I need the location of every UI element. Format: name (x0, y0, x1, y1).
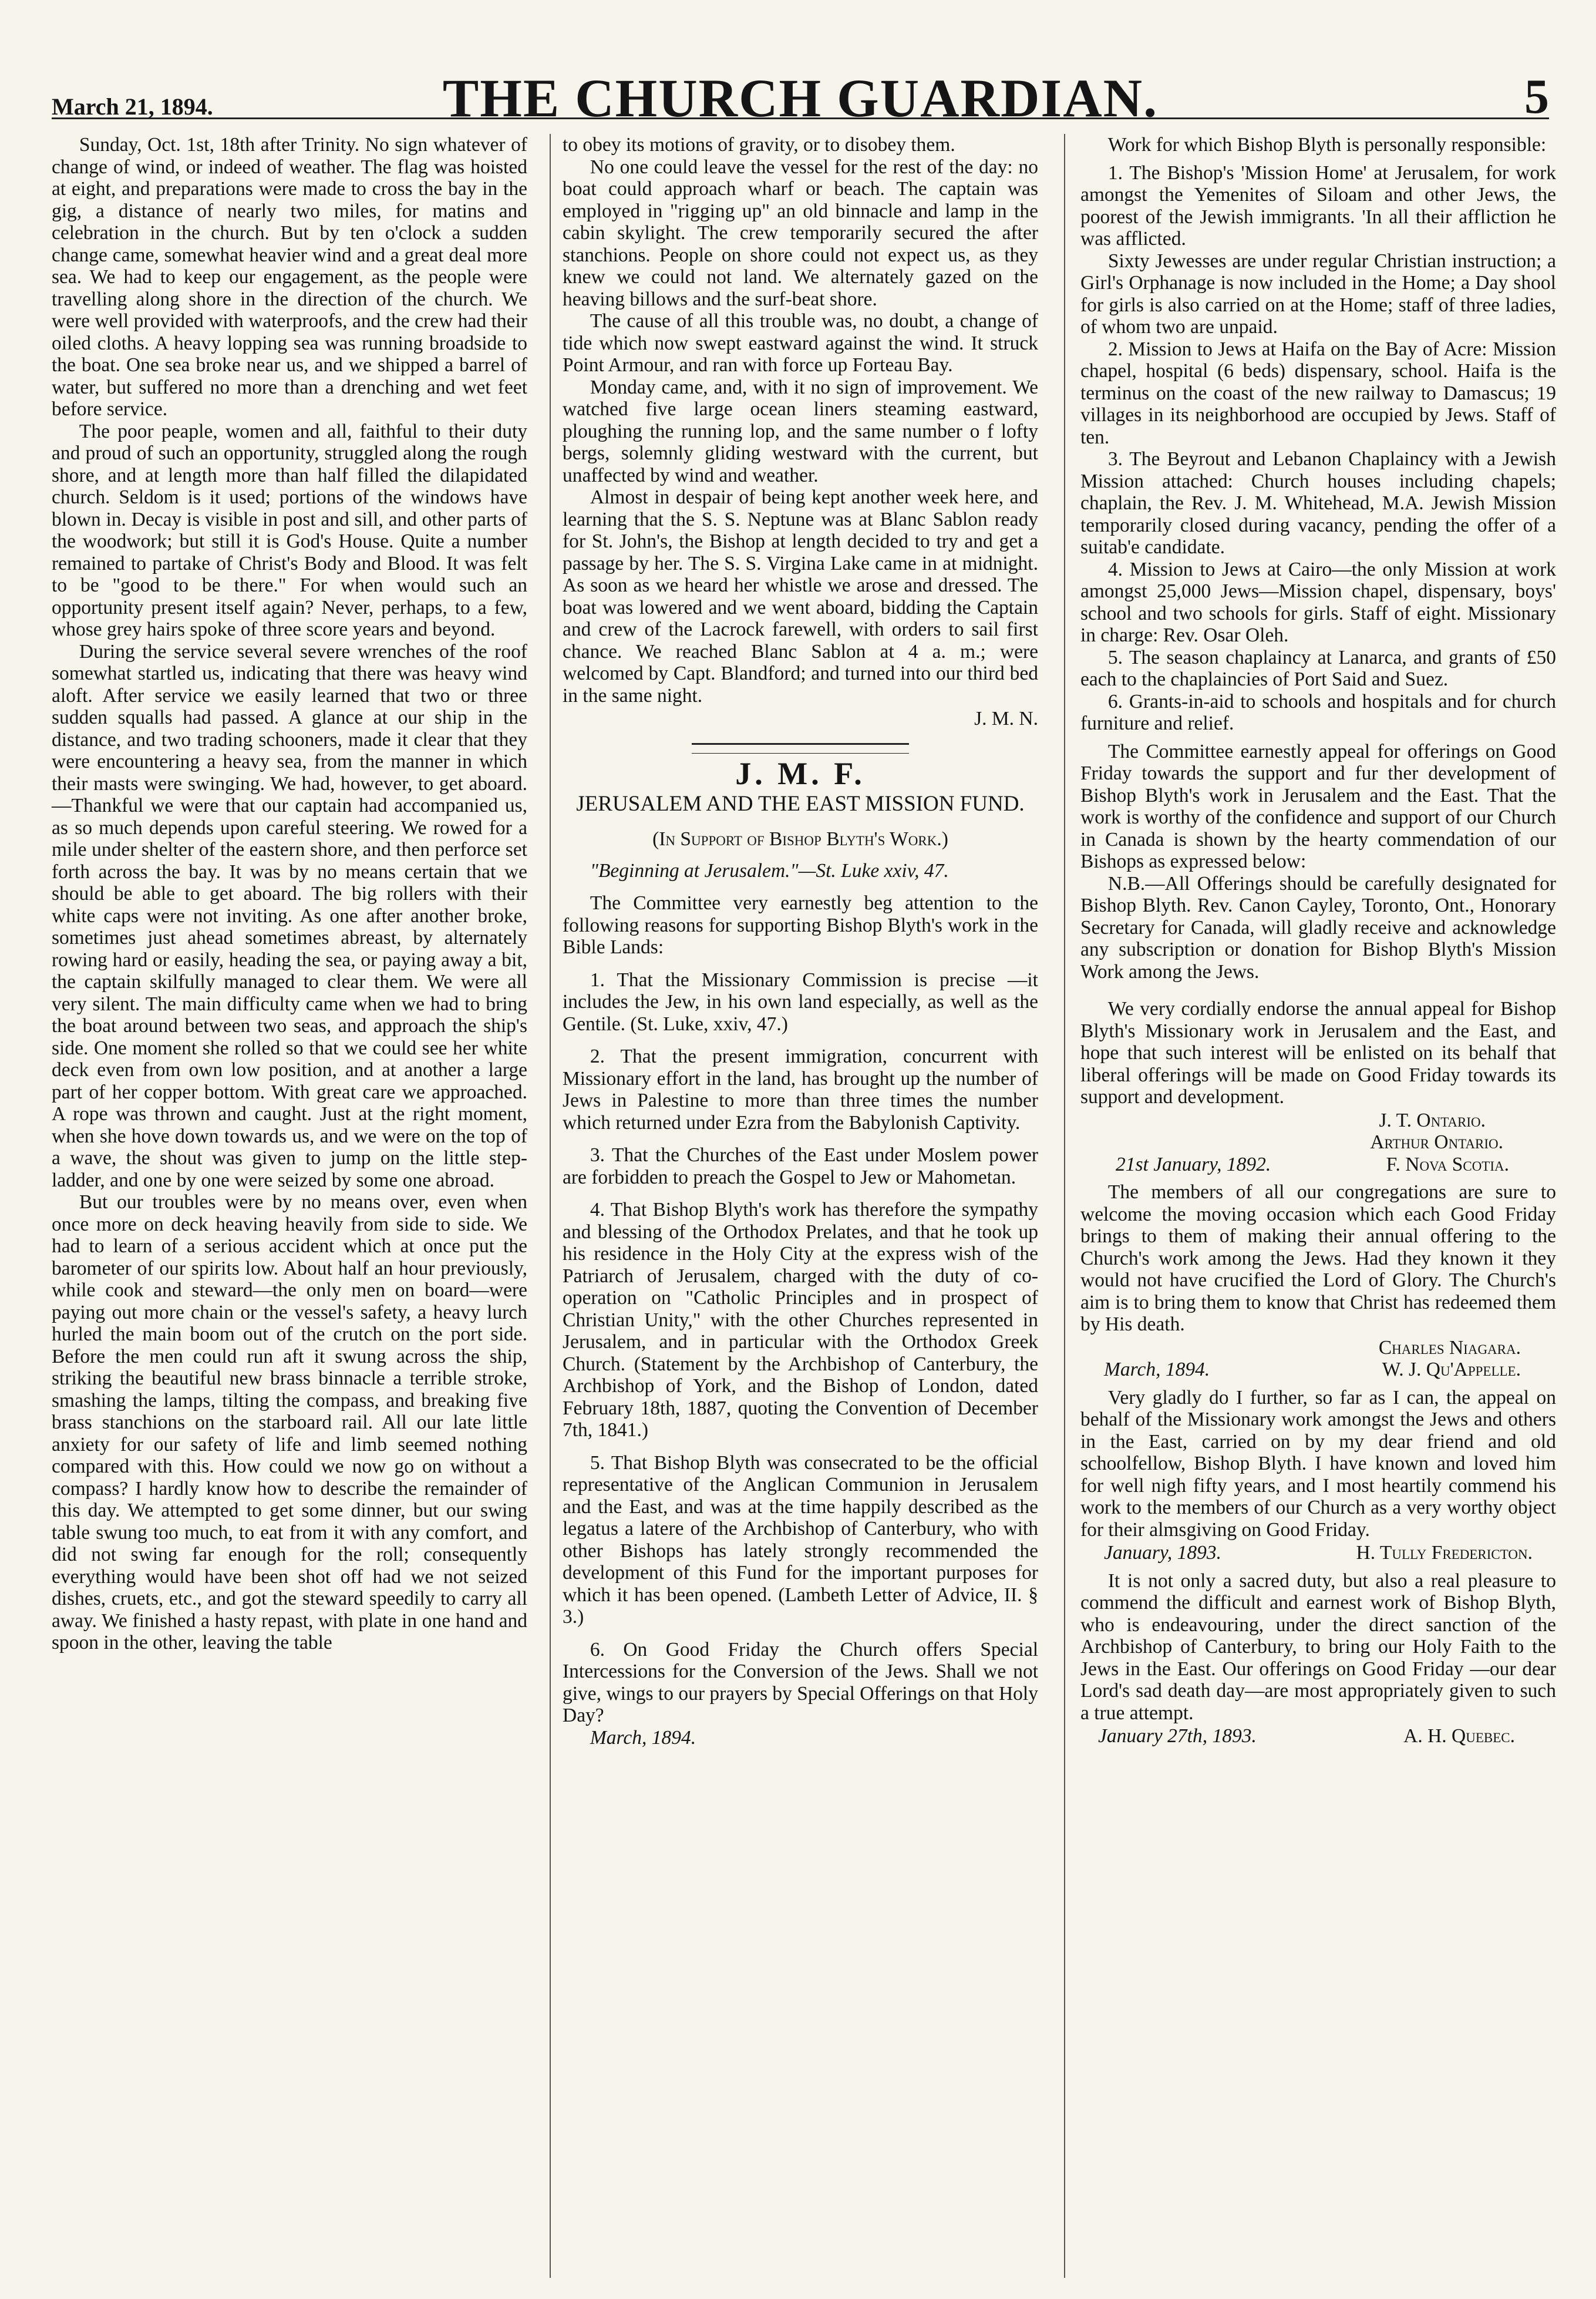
work-item: 3. The Beyrout and Lebanon Chaplaincy with a Jewish Mission attached: Church houses including chapels; chaplain, the Rev. J. M. Whitehead, M.A. Jewish Mission temporarily closed during vacancy, pending the offer of a suitab'e candidate. (1080, 448, 1556, 558)
signature: A. H. Quebec. (1403, 1725, 1515, 1747)
work-item: 2. Mission to Jews at Haifa on the Bay of Acre: Mission chapel, hospital (6 beds) dispensary, school. Haifa is the terminus on the coast of the new railway to Damascus; 19 villages in its neighborhood are occupied by Jews. Staff of ten. (1080, 338, 1556, 448)
paragraph: The Committee earnestly appeal for offerings on Good Friday towards the support and fur ther development of Bishop Blyth's work in Jerusalem and the East. That the work is worthy of the confidence and support of our Church in Canada is shown by the hearty commendation of our Bishops as expressed below: (1080, 740, 1556, 872)
column-divider (550, 134, 551, 2278)
signature-block (1080, 1337, 1556, 1381)
paragraph: But our troubles were by no means over, even when once more on deck heaving heavily from side to side. We had to learn of a serious accident which at once put the barometer of our spirits low. About half an hour previously, while cook and steward—the only men on board—were paying out more chain or the vessel's safety, a heavy lurch hurled the main boom out of the crutch on the port side. Before the men could run aft it swung across the ship, striking the beautiful new brass binnacle a terrible stroke, smashing the lamps, tilting the compass, and breaking five brass stanchions on the starboard rail. All our late little anxiety for our safety of life and limb seemed nothing compared with this. How could we now go on without a compass? I hardly know how to describe the remainder of this day. We attempted to get some dinner, but our swing table swung too much, to eat from it with any comfort, and did not swing far enough for the roll; consequently everything would have been shot off had we not seized dishes, cruets, etc., and got the steward speedily to carry all away. We finished a hasty repast, with plate in one hand and spoon in the other, leaving the table (52, 1191, 527, 1653)
signature: H. Tully Fredericton. (1356, 1542, 1533, 1564)
masthead-title: THE CHURCH GUARDIAN. (442, 68, 1159, 128)
paragraph: Monday came, and, with it no sign of improvement. We watched five large ocean liners steaming eastward, ploughing the running lop, and the same number o f lofty bergs, solemnly gliding westward with the current, but unaffected by wind and weather. (563, 376, 1038, 486)
article-title: JERUSALEM AND THE EAST MISSION FUND. (576, 792, 1025, 816)
paragraph: Almost in despair of being kept another week here, and learning that the S. S. Neptune was at Blanc Sablon ready for St. John's, the Bishop at length decided to try and get a passage by her. The S. S. Virgina Lake came in at midnight. As soon as we heard her whistle we arose and dressed. The boat was lowered and we went aboard, bidding the Captain and crew of the Lacrock farewell, with orders to sail first chance. We reached Blanc Sablon at 4 a. m.; were welcomed by Capt. Blandford; and turned into our third bed in the same night. (563, 486, 1038, 707)
column-divider (1064, 134, 1065, 2278)
signature: J. T. Ontario. (1379, 1109, 1486, 1131)
reason-item: 5. That Bishop Blyth was consecrated to be the official representative of the Anglican Communion in Jerusalem and the East, and was at the time happily described as the legatus a latere of the Archbishop of Canterbury, who with other Bishops has lately strongly recommended the development of this Fund for the important purposes for which it has been opened. (Lambeth Letter of Advice, II. § 3.) (563, 1451, 1038, 1628)
reason-item: 1. That the Missionary Commission is precise —it includes the Jew, in his own land especially, as well as the Gentile. (St. Luke, xxiv, 47.) (563, 969, 1038, 1035)
reason-item: 2. That the present immigration, concurrent with Missionary effort in the land, has brought up the number of Jews in Palestine to more than three times the number which returned under Ezra from the Babylonish Captivity. (563, 1046, 1038, 1134)
signature-block (1080, 1725, 1556, 1747)
author-initials: J. M. N. (974, 708, 1038, 730)
header-rule (52, 117, 1549, 119)
nota-bene: N.B.—All Offerings should be carefully designated for Bishop Blyth. Rev. Canon Cayley, Toronto, Ont., Honorary Secretary for Canada, will gladly receive and acknowledge any subscription or donation for Bishop Blyth's Mission Work among the Jews. (1080, 872, 1556, 983)
paragraph: Sunday, Oct. 1st, 18th after Trinity. No sign whatever of change of wind, or indeed of weather. The flag was hoisted at eight, and preparations were made to cross the bay in the gig, a distance of nearly two miles, for matins and celebration in the church. But by ten o'clock a sudden change came, somewhat heavier wind and a great deal more sea. We had to keep our engagement, as the people were travelling along shore in the direction of the church. We were well provided with waterproofs, and the crew had their oiled cloths. A heavy lopping sea was running broadside to the boat. One sea broke near us, and we shipped a barrel of water, but suffered no more than a drenching and wet feet before service. (52, 134, 527, 420)
paragraph: We very cordially endorse the annual appeal for Bishop Blyth's Missionary work in Jerusalem and the East, and hope that such interest will be enlisted on its behalf that liberal offerings will be made on Good Friday towards its support and development. (1080, 998, 1556, 1108)
paragraph: Work for which Bishop Blyth is personally responsible: (1107, 134, 1547, 156)
page-number: 5 (1524, 69, 1549, 124)
paragraph: It is not only a sacred duty, but also a real pleasure to commend the difficult and earnest work of Bishop Blyth, who is endeavouring, under the direct sanction of the Archbishop of Canterbury, to bring our Holy Faith to the Jews in the East. Our offerings on Good Friday —our dear Lord's sad death day—are most appropriately given to such a true attempt. (1080, 1569, 1556, 1724)
work-item: 6. Grants-in-aid to schools and hospitals and for church furniture and relief. (1080, 690, 1556, 734)
dateline: January, 1893. (1104, 1542, 1222, 1564)
paragraph: The members of all our congregations are sure to welcome the moving occasion which each Good Friday brings to them of making their annual offering to the Church's work among the Jews. Had they known it they would not have crucified the Lord of Glory. The Church's aim is to bring them to know that Christ has redeemed them by His death. (1080, 1181, 1556, 1335)
paragraph: During the service several severe wrenches of the roof somewhat startled us, indicating that there was heavy wind aloft. After service we easily learned that two or three sudden squalls had passed. A glance at our ship in the distance, and two trading schooners, made it clear that they were encountering a heavy sea, from the manner in which their masts were swinging. We had, however, to get aboard. —Thankful we were that our captain had accompanied us, as so much depends upon careful steering. We rowed for a mile under shelter of the eastern shore, and then perforce set forth across the bay. It was by no means certain that we should be able to get aboard. The big rollers with their white caps were not inviting. As one after another broke, sometimes just ahead sometimes abreast, by alternately rowing hard or easily, heading the sea, or paying away a bit, the captain skilfully managed to clear them. We were all very silent. The main difficulty came when we had to bring the boat around between two seas, and approach the ship's side. One moment she rolled so that we could see her white deck even from own low position, and at another a large part of her copper bottom. With great care we approached. A rope was thrown and caught. Just at the right moment, when she hove down towards us, and we were on the top of a wave, the shout was given to jump on the little step-ladder, and one by one were seized by some one abroad. (52, 640, 527, 1191)
dateline: March, 1894. (590, 1726, 696, 1749)
paragraph: The cause of all this trouble was, no doubt, a change of tide which now swept eastward against the wind. It struck Point Armour, and ran with force up Forteau Bay. (563, 310, 1038, 376)
reason-item: 6. On Good Friday the Church offers Special Intercessions for the Conversion of the Jews. Shall we not give, wings to our prayers by Special Offerings on that Holy Day? (563, 1638, 1038, 1726)
page-header (52, 27, 1549, 128)
signature: Charles Niagara. (1378, 1336, 1521, 1359)
signature: Arthur Ontario. (1370, 1131, 1503, 1153)
signature: F. Nova Scotia. (1386, 1153, 1509, 1175)
work-item: 4. Mission to Jews at Cairo—the only Mission at work amongst 25,000 Jews—Mission chapel, dispensary, boys' school and two schools for girls. Staff of eight. Missionary in charge: Rev. Osar Oleh. (1080, 558, 1556, 646)
dateline: March, 1894. (1104, 1359, 1210, 1380)
signature-block (1080, 1542, 1556, 1564)
work-item: 1. The Bishop's 'Mission Home' at Jerusalem, for work amongst the Yemenites of Siloam and other Jews, the poorest of the Jewish immigrants. 'In all their affliction he was afflicted. (1080, 162, 1556, 250)
paragraph: The poor peaple, women and all, faithful to their duty and proud of such an opportunity, struggled along the rough shore, and at length more than half filled the dilapidated church. Seldom is it used; portions of the windows have blown in. Decay is visible in post and sill, and other parts of the woodwork; but still it is God's House. Quite a number remained to partake of Christ's Body and Blood. It was felt to be "good to be there." For when would such an opportunity present itself again? Never, perhaps, to a few, whose grey hairs spoke of three score years and beyond. (52, 420, 527, 640)
paragraph: Very gladly do I further, so far as I can, the appeal on behalf of the Missionary work amongst the Jews and others in the East, carried on by my dear friend and old schoolfellow, Bishop Blyth. I have known and loved him for well nigh fifty years, and I most heartily commend his work to the members of our Church as a very worthy object for their almsgiving on Good Friday. (1080, 1386, 1556, 1541)
signature-block (1080, 1110, 1556, 1176)
column-2 (563, 134, 1038, 1749)
paragraph: No one could leave the vessel for the rest of the day: no boat could approach wharf or beach. The captain was employed in "rigging up" an old binnacle and lamp in the cabin skylight. The crew temporarily secured the after stanchions. People on shore could not expect us, as they knew we could not land. We alternately gazed on the heaving billows and the surf-beat shore. (563, 156, 1038, 310)
paragraph: The Committee very earnestly beg attention to the following reasons for supporting Bishop Blyth's work in the Bible Lands: (563, 892, 1038, 958)
article-subtitle: (In Support of Bishop Blyth's Work.) (652, 828, 948, 850)
dateline: January 27th, 1893. (1098, 1725, 1257, 1747)
scripture-quote: "Beginning at Jerusalem."—St. Luke xxiv, 47. (590, 859, 949, 882)
column-3 (1080, 134, 1556, 1753)
work-item: Sixty Jewesses are under regular Christian instruction; a Girl's Orphanage is now included in the Home; a Day shool for girls is also carried on at the Home; staff of three ladies, of whom two are unpaid. (1080, 250, 1556, 338)
column-1 (52, 134, 527, 1654)
work-item: 5. The season chaplaincy at Lanarca, and grants of £50 each to the chaplaincies of Port Said and Suez. (1080, 646, 1556, 690)
section-heading: J. M. F. (735, 755, 866, 791)
signature: W. J. Qu'Appelle. (1382, 1359, 1521, 1380)
reason-item: 3. That the Churches of the East under Moslem power are forbidden to preach the Gospel to Jew or Mahometan. (563, 1144, 1038, 1188)
section-rule (692, 743, 909, 754)
dateline: 21st January, 1892. (1116, 1153, 1271, 1175)
reason-item: 4. That Bishop Blyth's work has therefore the sympathy and blessing of the Orthodox Prelates, and that he took up his residence in the Holy City at the express wish of the Patriarch of Jerusalem, charged with the duty of co-operation on "Catholic Principles and in prospect of Christian Unity," with the other Churches represented in Jerusalem, and in particular with the Orthodox Greek Church. (Statement by the Archbishop of Canterbury, the Archbishop of York, and the Bishop of London, dated February 18th, 1887, quoting the Convention of December 7th, 1841.) (563, 1199, 1038, 1441)
issue-date: March 21, 1894. (52, 93, 213, 120)
paragraph: to obey its motions of gravity, or to disobey them. (563, 134, 955, 156)
